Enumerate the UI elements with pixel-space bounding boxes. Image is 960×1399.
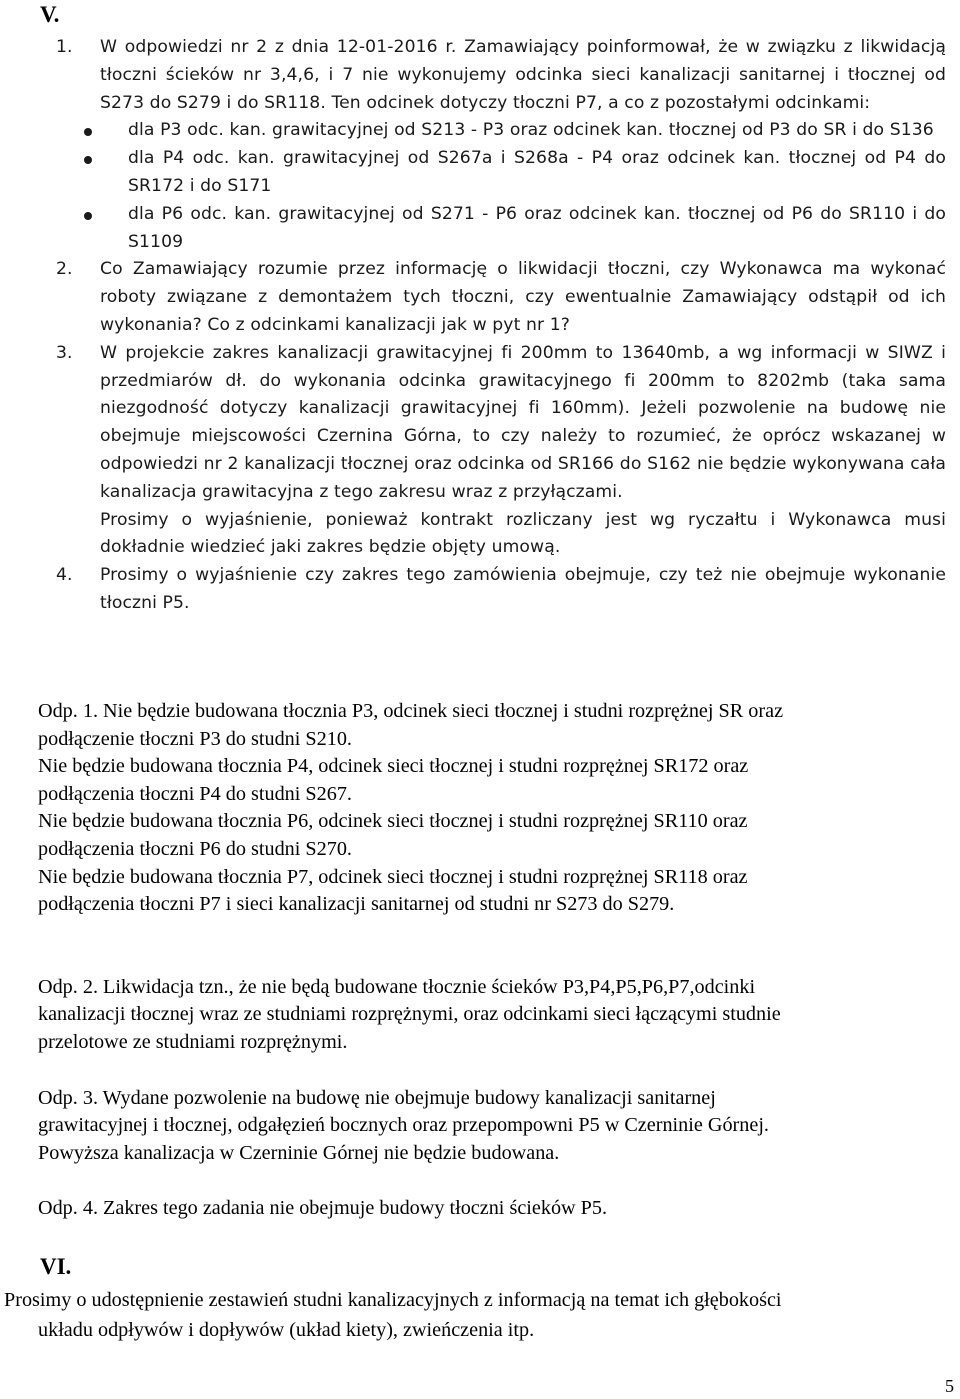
question-1 bbox=[56, 34, 946, 117]
question-text: Co Zamawiający rozumie przez informację o likwidacji tłoczni, czy Wykonawca ma wykonać roboty związane z demontażem tych tłoczni, czy ewentualnie Zamawiający odstąpił od ich wykonania? Co z odcinkami kanalizacji jak w pyt nr 1? bbox=[100, 259, 946, 335]
answer-line: Odp. 1. Nie będzie budowana tłocznia P3, odcinek sieci tłocznej i studni rozprężnej SR oraz bbox=[38, 700, 784, 722]
answer-3 bbox=[38, 1085, 918, 1168]
question-text-continued: Prosimy o wyjaśnienie, ponieważ kontrakt rozliczany jest wg ryczałtu i Wykonawca musi dokładnie wiedzieć jaki zakres będzie objęty umową. bbox=[100, 509, 946, 558]
page-number: 5 bbox=[945, 1376, 954, 1396]
answer-line: podłączenia tłoczni P7 i sieci kanalizacji sanitarnej od studni nr S273 do S279. bbox=[38, 893, 675, 916]
question-3 bbox=[56, 340, 946, 562]
question-number: 2. bbox=[56, 259, 73, 280]
bullet-text: dla P6 odc. kan. grawitacyjnej od S271 - P6 oraz odcinek kan. tłocznej od P6 do SR110 i do S1109 bbox=[128, 203, 946, 252]
answer-line: Powyższa kanalizacja w Czerninie Górnej nie będzie budowana. bbox=[38, 1141, 560, 1164]
request-paragraph bbox=[4, 1285, 956, 1345]
answer-line: Odp. 4. Zakres tego zadania nie obejmuje budowy tłoczni ścieków P5. bbox=[38, 1197, 608, 1220]
bullet-icon bbox=[84, 212, 92, 220]
answer-line: Odp. 2. Likwidacja tzn., że nie będą budowane tłocznie ścieków P3,P4,P5,P6,P7,odcinki bbox=[38, 975, 756, 998]
answer-line: podłączenia tłoczni P4 do studni S267. bbox=[38, 782, 352, 805]
list-item bbox=[56, 201, 946, 257]
question-text: Prosimy o wyjaśnienie czy zakres tego zamówienia obejmuje, czy też nie obejmuje wykonanie tłoczni P5. bbox=[100, 565, 946, 613]
answer-line: kanalizacji tłocznej wraz ze studniami rozprężnymi, oraz odcinkami sieci łączącymi studnie bbox=[38, 1003, 781, 1026]
section-v-heading: V. bbox=[40, 2, 60, 27]
bullet-text: dla P4 odc. kan. grawitacyjnej od S267a i S268a - P4 oraz odcinek kan. tłocznej od P4 do SR172 i do S171 bbox=[128, 148, 946, 196]
question-text: W odpowiedzi nr 2 z dnia 12-01-2016 r. Zamawiający poinformował, że w związku z likwidacją tłoczni ścieków nr 3,4,6, i 7 nie wykonujemy odcinka sieci kanalizacji sanitarnej i tłocznej od S273 do S279 i do SR118. Ten odcinek dotyczy tłoczni P7, a co z pozostałymi odcinkami: bbox=[100, 37, 946, 113]
answers bbox=[38, 698, 918, 1223]
answer-line: Nie będzie budowana tłocznia P7, odcinek sieci tłocznej i studni rozprężnej SR118 oraz bbox=[38, 865, 748, 888]
answer-line: przelotowe ze studniami rozprężnymi. bbox=[38, 1030, 348, 1053]
answer-line: grawitacyjnej i tłocznej, odgałęzień bocznych oraz przepompowni P5 w Czerninie Górnej. bbox=[38, 1114, 769, 1137]
answer-line: podłączenia tłoczni P6 do studni S270. bbox=[38, 837, 352, 860]
scanned-questions bbox=[56, 34, 946, 618]
list-item bbox=[56, 145, 946, 201]
question-1-bullets bbox=[56, 117, 946, 256]
answer-line: Nie będzie budowana tłocznia P6, odcinek sieci tłocznej i studni rozprężnej SR110 oraz bbox=[38, 810, 748, 833]
question-number: 4. bbox=[56, 565, 73, 586]
section-vi-heading: VI. bbox=[40, 1254, 72, 1279]
answer-line: podłączenie tłoczni P3 do studni S210. bbox=[38, 727, 352, 750]
answer-line: Odp. 3. Wydane pozwolenie na budowę nie obejmuje budowy kanalizacji sanitarnej bbox=[38, 1086, 716, 1109]
list-item bbox=[56, 117, 946, 145]
question-number: 3. bbox=[56, 342, 73, 363]
bullet-icon bbox=[84, 128, 92, 136]
request-line: układu odpływów i dopływów (układ kiety), zwieńczenia itp. bbox=[38, 1319, 535, 1341]
answer-1 bbox=[38, 698, 918, 919]
question-4 bbox=[56, 562, 946, 618]
question-2 bbox=[56, 256, 946, 339]
answer-line: Nie będzie budowana tłocznia P4, odcinek sieci tłocznej i studni rozprężnej SR172 oraz bbox=[38, 755, 749, 778]
request-line: Prosimy o udostępnienie zestawień studni kanalizacyjnych z informacją na temat ich głębokości bbox=[4, 1289, 782, 1311]
answer-2 bbox=[38, 974, 918, 1057]
answer-4 bbox=[38, 1195, 918, 1223]
bullet-text: dla P3 odc. kan. grawitacyjnej od S213 - P3 oraz odcinek kan. tłocznej od P3 do SR i do S136 bbox=[128, 120, 934, 141]
question-number: 1. bbox=[56, 37, 73, 57]
question-text: W projekcie zakres kanalizacji grawitacyjnej fi 200mm to 13640mb, a wg informacji w SIWZ i przedmiarów dł. do wykonania odcinka grawitacyjnego fi 200mm to 8202mb (taka sama niezgodność dotyczy kanalizacji grawitacyjnej fi 160mm). Jeżeli pozwolenie na budowę nie obejmuje miejscowości Czernina Górna, to czy należy to rozumieć, że oprócz wskazanej w odpowiedzi nr 2 kanalizacji tłocznej oraz odcinka od SR166 do S162 nie będzie wykonywana cała kanalizacja grawitacyjna z tego zakresu wraz z przyłączami. bbox=[100, 342, 946, 502]
bullet-icon bbox=[84, 156, 92, 164]
